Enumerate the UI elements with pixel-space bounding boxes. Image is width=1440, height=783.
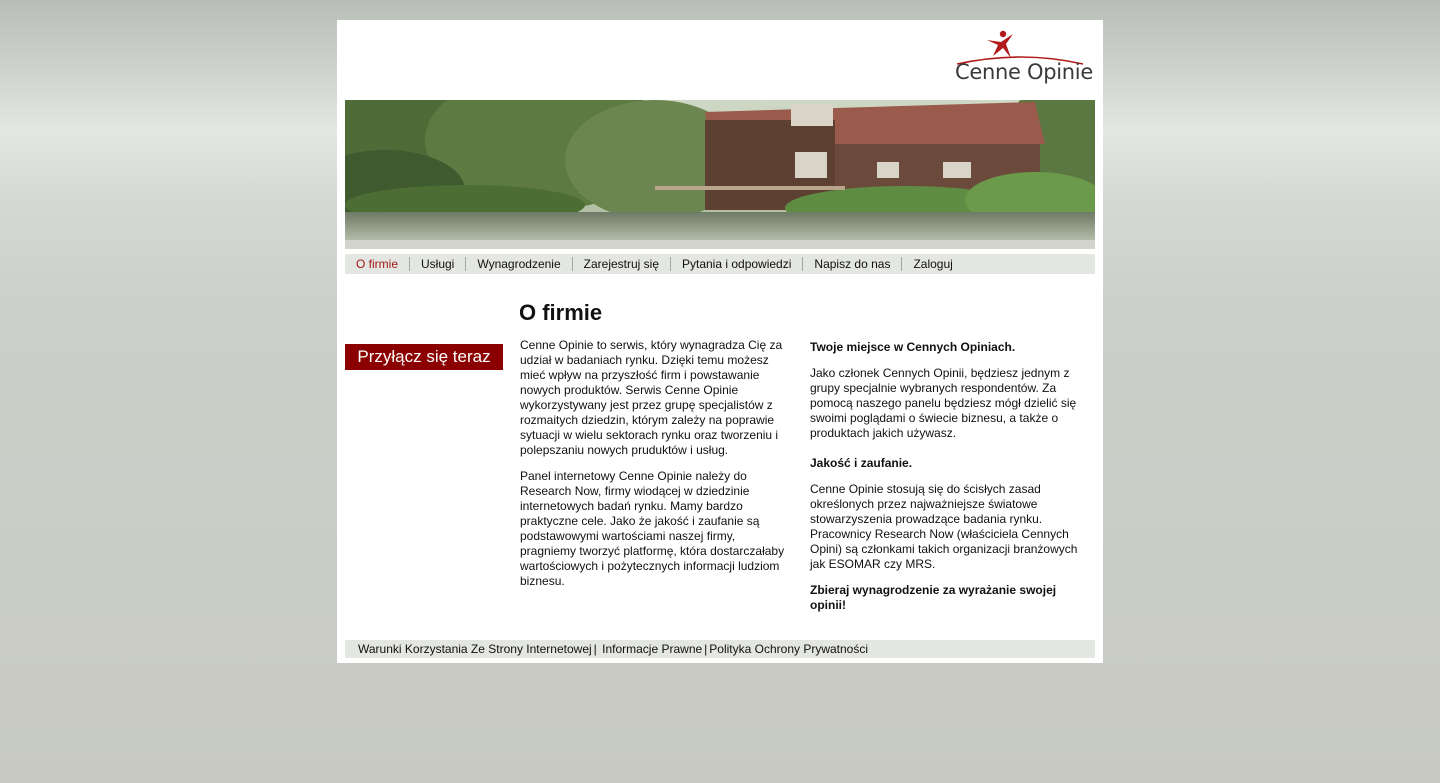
section-heading-reward: Zbieraj wynagrodzenie za wyrażanie swojej opinii! xyxy=(810,583,1057,612)
nav-item-wynagrodzenie[interactable]: Wynagrodzenie xyxy=(465,257,571,271)
section-paragraph-place: Jako członek Cennych Opinii, będziesz jednym z grupy specjalnie wybranych respondentów. Za pomocą naszego panelu będziesz mógł dzielić się swoimi poglądami o świecie biznesu, a także o produktach jakich używasz. xyxy=(810,366,1077,440)
footer-link-legal[interactable]: Informacje Prawne xyxy=(602,642,703,656)
about-paragraph-1: Cenne Opinie to serwis, który wynagradza Cię za udział w badaniach rynku. Dzięki temu możesz mieć wpływ na przyszłość firm i powstawanie nowych produktów. Serwis Cenne Opinie wykorzystywany jest przez grupę specjalistów z rozmaitych dziedzin, którym zależy na poprawie sytuacji w wielu sektorach rynku oraz tworzeniu i polepszaniu nowych pruduktów i usług. xyxy=(520,338,783,457)
footer-link-terms[interactable]: Warunki Korzystania Ze Strony Internetowej xyxy=(358,642,592,656)
watermill-landscape-image xyxy=(345,100,1095,249)
site-logo[interactable] xyxy=(951,28,1095,94)
nav-item-uslugi[interactable]: Usługi xyxy=(409,257,465,271)
nav-item-o-firmie[interactable]: O firmie xyxy=(356,257,398,271)
content-right-column xyxy=(810,340,1092,624)
footer-separator: | xyxy=(704,642,708,656)
page-container xyxy=(337,20,1103,663)
about-paragraph-2: Panel internetowy Cenne Opinie należy do Research Now, firmy wiodącej w dziedzinie internetowych badań rynku. Mamy bardzo praktyczne cele. Jako że jakość i zaufanie są podstawowymi wartościami naszej firmy, pragniemy tworzyć platformę, która dostarczałaby wartościowych i pożytecznych informacji ludziom biznesu. xyxy=(520,469,785,588)
section-heading-place: Twoje miejsce w Cennych Opiniach. xyxy=(810,340,1016,354)
nav-item-pytania[interactable]: Pytania i odpowiedzi xyxy=(670,257,802,271)
content-left-column xyxy=(520,338,790,600)
main-nav xyxy=(345,254,1095,274)
footer-bar xyxy=(345,640,1095,658)
page-title: O firmie xyxy=(519,300,603,325)
footer-link-privacy[interactable]: Polityka Ochrony Prywatności xyxy=(709,642,869,656)
section-paragraph-quality: Cenne Opinie stosują się do ścisłych zasad określonych przez najważniejsze światowe stowarzyszenia prowadzące badania rynku. Pracownicy Research Now (właściciela Cennych Opini) są członkami takich organizacji branżowych jak ESOMAR czy MRS. xyxy=(810,482,1078,571)
logo-text: Cenne Opinie xyxy=(955,60,1093,84)
header-banner-image xyxy=(345,100,1095,249)
nav-item-napisz[interactable]: Napisz do nas xyxy=(802,257,901,271)
footer-separator: | xyxy=(593,642,597,656)
section-heading-quality: Jakość i zaufanie. xyxy=(810,456,913,470)
nav-item-zarejestruj[interactable]: Zarejestruj się xyxy=(572,257,670,271)
join-now-button[interactable]: Przyłącz się teraz xyxy=(345,344,503,370)
nav-item-zaloguj[interactable]: Zaloguj xyxy=(901,257,963,271)
